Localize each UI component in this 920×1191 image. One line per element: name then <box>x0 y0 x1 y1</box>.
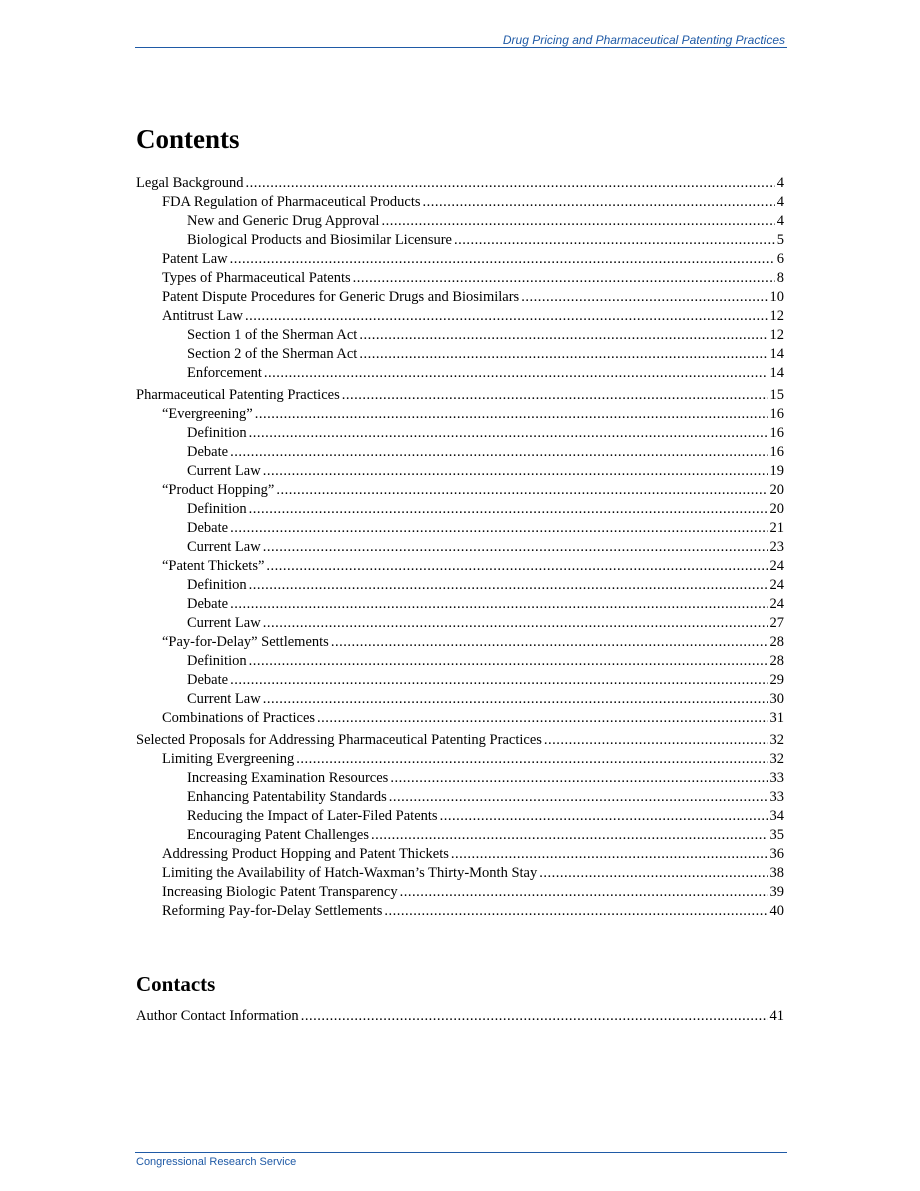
dot-leader <box>381 212 774 231</box>
toc-entry[interactable] <box>136 269 784 288</box>
toc-entry-page: 24 <box>769 558 784 574</box>
toc-entry[interactable] <box>136 576 784 595</box>
dot-leader <box>317 709 767 728</box>
dot-leader <box>263 462 768 481</box>
dot-leader <box>230 519 767 538</box>
toc-entry-page: 16 <box>769 406 784 422</box>
toc-entry-page: 28 <box>769 653 784 669</box>
toc-entry-page: 27 <box>769 615 784 631</box>
dot-leader <box>384 902 767 921</box>
dot-leader <box>249 500 768 519</box>
toc-entry-page: 33 <box>769 789 784 805</box>
dot-leader <box>390 769 767 788</box>
toc-entry-page: 34 <box>769 808 784 824</box>
toc-entry-label: Definition <box>187 501 247 517</box>
dot-leader <box>301 1007 768 1026</box>
toc-entry[interactable] <box>136 212 784 231</box>
toc-entry-page: 4 <box>776 213 784 229</box>
dot-leader <box>263 538 768 557</box>
toc-entry[interactable] <box>136 864 784 883</box>
toc-entry[interactable] <box>136 288 784 307</box>
dot-leader <box>249 576 768 595</box>
toc-entry-page: 20 <box>769 482 784 498</box>
dot-leader <box>342 386 768 405</box>
toc-entry-label: Debate <box>187 596 229 612</box>
toc-entry-page: 40 <box>769 903 784 919</box>
toc-entry-page: 4 <box>776 194 784 210</box>
toc-entry-label: FDA Regulation of Pharmaceutical Products <box>162 194 421 210</box>
toc-entry[interactable] <box>136 557 784 576</box>
toc-entry-page: 30 <box>769 691 784 707</box>
toc-entry[interactable] <box>136 614 784 633</box>
toc-entry[interactable] <box>136 731 784 750</box>
dot-leader <box>230 595 767 614</box>
toc-entry-label: Increasing Examination Resources <box>187 770 389 786</box>
toc-entry-label: Author Contact Information <box>136 1008 299 1024</box>
toc-entry[interactable] <box>136 193 784 212</box>
toc-entry[interactable] <box>136 1007 784 1026</box>
toc-entry[interactable] <box>136 250 784 269</box>
toc-entry-label: Section 2 of the Sherman Act <box>187 346 358 362</box>
toc-entry[interactable] <box>136 826 784 845</box>
toc-entry-label: Definition <box>187 577 247 593</box>
toc-entry-label: Selected Proposals for Addressing Pharmaceutical Patenting Practices <box>136 732 542 748</box>
dot-leader <box>245 307 768 326</box>
toc-entry-label: New and Generic Drug Approval <box>187 213 380 229</box>
toc-entry[interactable] <box>136 788 784 807</box>
toc-entry-page: 35 <box>769 827 784 843</box>
contacts-heading: Contacts <box>136 972 216 996</box>
toc-entry-page: 39 <box>769 884 784 900</box>
toc-entry-label: Current Law <box>187 691 261 707</box>
toc-entry[interactable] <box>136 462 784 481</box>
toc-entry-page: 32 <box>769 751 784 767</box>
dot-leader <box>296 750 767 769</box>
table-of-contents <box>136 174 784 921</box>
toc-entry[interactable] <box>136 405 784 424</box>
toc-entry-page: 12 <box>769 308 784 324</box>
toc-entry[interactable] <box>136 652 784 671</box>
toc-entry-page: 15 <box>769 387 784 403</box>
dot-leader <box>266 557 767 576</box>
dot-leader <box>389 788 768 807</box>
toc-entry[interactable] <box>136 807 784 826</box>
contents-heading: Contents <box>136 124 240 154</box>
toc-entry-label: “Pay-for-Delay” Settlements <box>162 634 329 650</box>
toc-entry-label: Limiting Evergreening <box>162 751 295 767</box>
toc-entry-page: 28 <box>769 634 784 650</box>
toc-entry-label: Current Law <box>187 615 261 631</box>
toc-entry[interactable] <box>136 481 784 500</box>
toc-entry[interactable] <box>136 424 784 443</box>
toc-entry-label: Debate <box>187 672 229 688</box>
toc-entry-label: Current Law <box>187 463 261 479</box>
toc-entry-page: 33 <box>769 770 784 786</box>
dot-leader <box>246 174 775 193</box>
dot-leader <box>371 826 767 845</box>
dot-leader <box>544 731 768 750</box>
toc-entry[interactable] <box>136 902 784 921</box>
running-header: Drug Pricing and Pharmaceutical Patenting Practices <box>502 33 785 47</box>
toc-entry[interactable] <box>136 386 784 405</box>
dot-leader <box>539 864 767 883</box>
toc-entry-page: 20 <box>769 501 784 517</box>
dot-leader <box>249 424 768 443</box>
toc-entry-page: 16 <box>769 444 784 460</box>
toc-entry-label: Current Law <box>187 539 261 555</box>
toc-entry-page: 21 <box>769 520 784 536</box>
header-rule <box>135 47 787 48</box>
toc-entry-label: Debate <box>187 444 229 460</box>
toc-entry-page: 10 <box>769 289 784 305</box>
dot-leader <box>263 690 768 709</box>
toc-entry-label: “Product Hopping” <box>162 482 275 498</box>
toc-entry-label: “Patent Thickets” <box>162 558 265 574</box>
toc-entry[interactable] <box>136 769 784 788</box>
toc-entry-page: 6 <box>776 251 784 267</box>
toc-entry-page: 4 <box>776 175 784 191</box>
dot-leader <box>359 345 767 364</box>
dot-leader <box>230 671 767 690</box>
toc-entry-label: Reducing the Impact of Later-Filed Patents <box>187 808 438 824</box>
toc-entry-label: Enhancing Patentability Standards <box>187 789 387 805</box>
toc-entry[interactable] <box>136 709 784 728</box>
dot-leader <box>230 250 775 269</box>
toc-entry-label: Combinations of Practices <box>162 710 316 726</box>
toc-entry-label: Reforming Pay-for-Delay Settlements <box>162 903 383 919</box>
dot-leader <box>451 845 768 864</box>
toc-entry[interactable] <box>136 671 784 690</box>
toc-entry[interactable] <box>136 595 784 614</box>
toc-entry-page: 32 <box>769 732 784 748</box>
toc-entry[interactable] <box>136 845 784 864</box>
toc-entry-page: 24 <box>769 596 784 612</box>
toc-entry-page: 8 <box>776 270 784 286</box>
toc-entry-page: 12 <box>769 327 784 343</box>
dot-leader <box>263 614 768 633</box>
dot-leader <box>400 883 768 902</box>
toc-entry-page: 41 <box>769 1008 784 1024</box>
dot-leader <box>255 405 768 424</box>
footer-source: Congressional Research Service <box>136 1156 297 1168</box>
toc-entry-label: Enforcement <box>187 365 262 381</box>
toc-entry-page: 16 <box>769 425 784 441</box>
toc-entry-page: 31 <box>769 710 784 726</box>
contacts-list <box>136 1007 784 1026</box>
toc-entry-page: 23 <box>769 539 784 555</box>
toc-entry-label: Addressing Product Hopping and Patent Thickets <box>162 846 449 862</box>
dot-leader <box>331 633 768 652</box>
toc-entry[interactable] <box>136 326 784 345</box>
toc-entry[interactable] <box>136 750 784 769</box>
footer-rule <box>135 1152 787 1153</box>
dot-leader <box>423 193 775 212</box>
toc-entry[interactable] <box>136 231 784 250</box>
toc-entry[interactable] <box>136 364 784 383</box>
dot-leader <box>440 807 768 826</box>
toc-entry[interactable] <box>136 690 784 709</box>
toc-entry-page: 14 <box>769 365 784 381</box>
toc-entry-label: Pharmaceutical Patenting Practices <box>136 387 340 403</box>
toc-entry-label: Definition <box>187 425 247 441</box>
toc-entry-page: 36 <box>769 846 784 862</box>
toc-entry[interactable] <box>136 500 784 519</box>
toc-entry[interactable] <box>136 307 784 326</box>
toc-entry-label: Increasing Biologic Patent Transparency <box>162 884 398 900</box>
toc-entry-label: Limiting the Availability of Hatch-Waxman’s Thirty-Month Stay <box>162 865 538 881</box>
dot-leader <box>454 231 775 250</box>
dot-leader <box>353 269 775 288</box>
toc-entry[interactable] <box>136 174 784 193</box>
toc-entry-label: Patent Law <box>162 251 228 267</box>
toc-entry-page: 19 <box>769 463 784 479</box>
toc-entry[interactable] <box>136 345 784 364</box>
toc-entry-label: Encouraging Patent Challenges <box>187 827 370 843</box>
toc-entry-label: Biological Products and Biosimilar Licensure <box>187 232 452 248</box>
dot-leader <box>264 364 768 383</box>
toc-entry[interactable] <box>136 519 784 538</box>
toc-entry-label: Definition <box>187 653 247 669</box>
toc-entry-page: 38 <box>769 865 784 881</box>
dot-leader <box>521 288 767 307</box>
toc-entry[interactable] <box>136 538 784 557</box>
toc-entry[interactable] <box>136 443 784 462</box>
toc-entry-label: Debate <box>187 520 229 536</box>
toc-entry-page: 14 <box>769 346 784 362</box>
toc-entry-label: Antitrust Law <box>162 308 243 324</box>
toc-entry[interactable] <box>136 633 784 652</box>
toc-entry-label: Patent Dispute Procedures for Generic Drugs and Biosimilars <box>162 289 520 305</box>
toc-entry-page: 5 <box>776 232 784 248</box>
toc-entry-label: Legal Background <box>136 175 244 191</box>
dot-leader <box>249 652 768 671</box>
toc-entry-label: Section 1 of the Sherman Act <box>187 327 358 343</box>
toc-entry-label: Types of Pharmaceutical Patents <box>162 270 351 286</box>
dot-leader <box>230 443 767 462</box>
toc-entry-page: 29 <box>769 672 784 688</box>
toc-entry-label: “Evergreening” <box>162 406 253 422</box>
toc-entry[interactable] <box>136 883 784 902</box>
toc-entry-page: 24 <box>769 577 784 593</box>
dot-leader <box>359 326 767 345</box>
dot-leader <box>276 481 767 500</box>
